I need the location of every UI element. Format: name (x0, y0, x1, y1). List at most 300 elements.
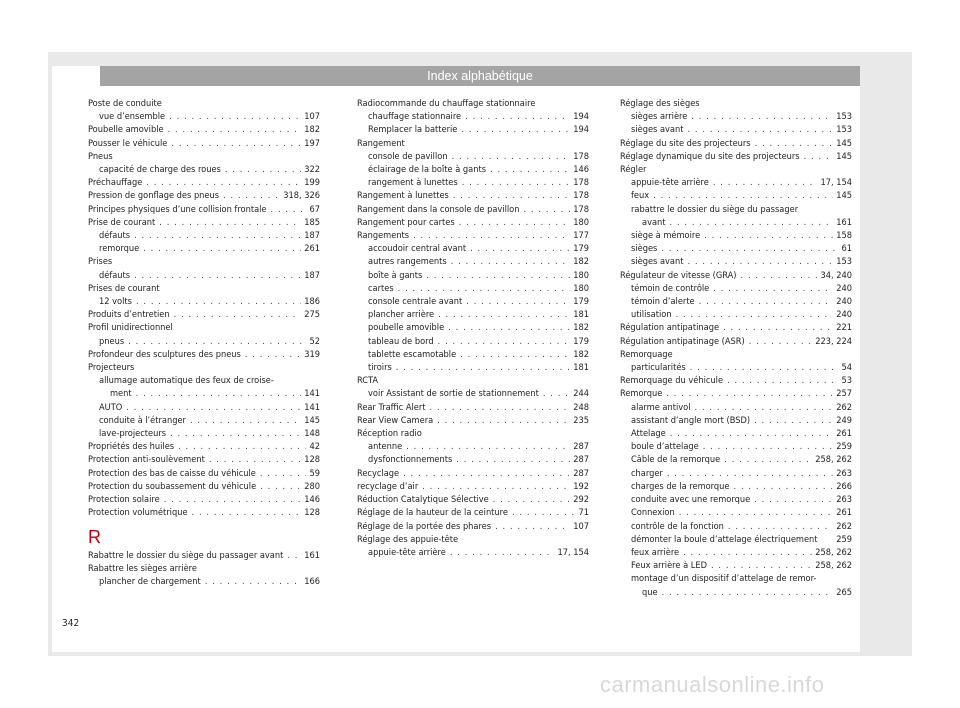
page-ref: 17, 154 (820, 177, 852, 189)
index-entry-line (88, 440, 320, 453)
index-term: Attelage (631, 428, 666, 440)
page-ref: 179 (573, 243, 589, 255)
index-entry-line (631, 189, 852, 202)
index-entry-line (368, 176, 589, 189)
index-subentry (620, 282, 852, 295)
dot-leader (683, 546, 812, 559)
dot-leader (512, 506, 576, 519)
page-ref: 187 (304, 269, 320, 281)
index-entry-line (88, 549, 320, 562)
dot-leader (495, 520, 570, 533)
index-entry-line (99, 110, 320, 123)
dot-leader (422, 480, 570, 493)
index-entry-line (631, 520, 852, 533)
index-entry-line (631, 414, 852, 427)
dot-leader (490, 163, 570, 176)
index-entry (357, 216, 589, 229)
index-entry (88, 203, 320, 216)
index-term: démonter la boule d’attelage électriquement (631, 533, 818, 545)
index-term: Protection des bas de caisse du véhicule (88, 467, 256, 479)
page-ref: 148 (304, 428, 320, 440)
index-entry-line (631, 308, 852, 321)
index-heading: Prises (88, 256, 113, 268)
index-subentry (88, 575, 320, 588)
index-entry-line (88, 203, 320, 216)
index-entry (620, 387, 852, 400)
page-ref: 34, 240 (820, 269, 852, 281)
index-entry-line (88, 467, 320, 480)
index-term: assistant d’angle mort (BSD) (631, 414, 751, 426)
index-entry-line (368, 123, 589, 136)
page-ref: 280 (304, 480, 320, 492)
page-ref: 146 (304, 494, 320, 506)
index-subentry (357, 163, 589, 176)
page-ref: 187 (304, 230, 320, 242)
page-ref: 318, 326 (283, 190, 320, 202)
index-term: Profondeur des sculptures des pneus (88, 348, 241, 360)
index-column-1 (88, 97, 320, 588)
dot-leader (724, 453, 812, 466)
index-entry (620, 335, 852, 348)
page-ref: 263 (836, 494, 852, 506)
dot-leader (190, 414, 301, 427)
dot-leader (462, 176, 571, 189)
dot-leader (438, 335, 571, 348)
dot-leader (703, 440, 833, 453)
index-term-continuation (631, 216, 852, 229)
page-ref: 179 (573, 296, 589, 308)
dot-leader (448, 321, 570, 334)
page-ref: 261 (304, 243, 320, 255)
page-ref: 261 (836, 428, 852, 440)
index-heading: Pneus (88, 150, 113, 162)
index-entry-line (368, 242, 589, 255)
index-subentry (357, 150, 589, 163)
index-heading: Prises de courant (88, 282, 160, 294)
page-header: Index alphabétique (100, 66, 860, 86)
dot-leader (143, 242, 301, 255)
page-ref: 259 (836, 441, 852, 453)
index-subentry (620, 414, 852, 427)
page-ref: 153 (836, 124, 852, 136)
dot-leader (271, 203, 307, 216)
dot-leader (754, 493, 833, 506)
index-term: cartes (368, 282, 394, 294)
index-entry-line (368, 348, 589, 361)
page-ref: 259 (836, 533, 852, 545)
index-term: lave-projecteurs (99, 428, 167, 440)
index-entry-line (357, 189, 589, 202)
page-ref: 287 (573, 454, 589, 466)
index-term: Préchauffage (88, 177, 143, 189)
page-ref: 322 (304, 164, 320, 176)
page-ref: 258, 262 (815, 546, 852, 558)
index-term: boule d’attelage (631, 441, 699, 453)
index-term: tiroirs (368, 362, 392, 374)
index-term: appuie-tête arrière (368, 546, 446, 558)
index-entry-line (620, 374, 852, 387)
index-heading: Réglage des appuie-tête (357, 533, 459, 545)
index-term: particularités (631, 362, 686, 374)
index-entry-line (88, 480, 320, 493)
index-entry-line (99, 295, 320, 308)
index-entry-line (631, 467, 852, 480)
index-entry (88, 137, 320, 150)
dot-leader (459, 216, 571, 229)
dot-leader (403, 467, 570, 480)
index-subentry (357, 321, 589, 334)
index-subentry (620, 453, 852, 466)
page-ref: 262 (836, 401, 852, 413)
index-entry (88, 453, 320, 466)
index-entry-line (357, 506, 589, 519)
dot-leader (146, 176, 301, 189)
dot-leader (679, 506, 834, 519)
index-term: Produits d’entretien (88, 309, 170, 321)
dot-leader (413, 229, 570, 242)
index-subentry (620, 295, 852, 308)
page-ref: 249 (836, 414, 852, 426)
index-entry-line (357, 480, 589, 493)
dot-leader (164, 493, 302, 506)
index-subentry (357, 282, 589, 295)
index-entry-line (620, 321, 852, 334)
index-heading: Radiocommande du chauffage stationnaire (357, 98, 536, 109)
page-ref: 42 (309, 441, 320, 453)
index-term: Propriétés des huiles (88, 441, 175, 453)
index-term: Protection du soubassement du véhicule (88, 480, 257, 492)
dot-leader (426, 269, 570, 282)
index-entry (620, 321, 852, 334)
page-ref: 107 (573, 520, 589, 532)
page-ref: 266 (836, 480, 852, 492)
dot-leader (136, 387, 302, 400)
index-term: avant (642, 216, 666, 228)
dot-leader (470, 242, 570, 255)
dot-leader (136, 295, 301, 308)
index-subentry (620, 308, 852, 321)
index-entry-line (620, 387, 852, 400)
page-ref: 141 (304, 401, 320, 413)
index-heading: Remorquage (620, 348, 673, 360)
index-term: Rabattre le dossier du siège du passager avant (88, 549, 284, 561)
index-entry (357, 189, 589, 202)
page-ref: 71 (578, 507, 589, 519)
index-subentry (620, 123, 852, 136)
index-term: éclairage de la boîte à gants (368, 164, 486, 176)
index-entry-line (631, 176, 852, 189)
dot-leader (687, 255, 833, 268)
dot-leader (260, 480, 301, 493)
index-term: vue d’ensemble (99, 111, 166, 123)
index-entry-line (99, 242, 320, 255)
page-ref: 67 (309, 203, 320, 215)
dot-leader (134, 229, 301, 242)
index-subentry (357, 387, 589, 400)
index-subentry (620, 427, 852, 440)
index-term: voir Assistant de sortie de stationnement (368, 388, 539, 400)
index-subentry (620, 203, 852, 229)
index-entry-line (357, 203, 589, 216)
page-ref: 178 (573, 190, 589, 202)
index-entry-line (99, 414, 320, 427)
dot-leader (451, 255, 571, 268)
dot-leader (711, 559, 812, 572)
index-entry-line (88, 308, 320, 321)
index-column-3 (620, 97, 852, 599)
index-term: Rangements (357, 230, 410, 242)
index-term: Poubelle amovible (88, 124, 164, 136)
page-ref: 257 (836, 388, 852, 400)
index-term: sièges arrière (631, 111, 688, 123)
index-entry-line (88, 493, 320, 506)
dot-leader (704, 229, 833, 242)
index-subentry (620, 189, 852, 202)
index-term: Rear Traffic Alert (357, 401, 426, 413)
dot-leader (543, 387, 570, 400)
index-entry (88, 123, 320, 136)
index-subentry (88, 229, 320, 242)
dot-leader (396, 361, 570, 374)
index-term-part: montage d’un dispositif d’attelage de remor- (631, 573, 817, 585)
dot-leader (661, 242, 838, 255)
index-entry-line (368, 546, 589, 559)
dot-leader (192, 506, 302, 519)
index-subentry (88, 414, 320, 427)
index-entry-line (357, 467, 589, 480)
index-heading: Profil unidirectionnel (88, 322, 173, 334)
page-ref: 240 (836, 309, 852, 321)
index-term: boîte à gants (368, 269, 423, 281)
index-entry-line (99, 163, 320, 176)
page-ref: 240 (836, 282, 852, 294)
index-subentry (357, 255, 589, 268)
index-term: Protection volumétrique (88, 507, 188, 519)
index-entry-line (368, 150, 589, 163)
page-ref: 261 (836, 507, 852, 519)
index-entry-line (368, 282, 589, 295)
dot-leader (456, 453, 570, 466)
index-entry-line (631, 255, 852, 268)
page-ref: 141 (304, 388, 320, 400)
page-ref: 197 (304, 137, 320, 149)
index-subentry (620, 401, 852, 414)
dot-leader (493, 493, 570, 506)
index-term: conduite avec une remorque (631, 494, 751, 506)
page-ref: 17, 154 (557, 546, 589, 558)
index-term: plancher arrière (368, 309, 435, 321)
page-ref: 107 (304, 111, 320, 123)
index-term: accoudoir central avant (368, 243, 467, 255)
index-subentry (620, 229, 852, 242)
index-subentry (620, 572, 852, 598)
index-term: charges de la remorque (631, 480, 730, 492)
index-term: capacité de charge des roues (99, 164, 221, 176)
index-subentry (357, 335, 589, 348)
page-ref: 145 (304, 414, 320, 426)
dot-leader (406, 440, 570, 453)
page-ref: 223, 224 (815, 335, 852, 347)
dot-leader (749, 335, 812, 348)
index-entry-line (631, 282, 852, 295)
page-ref: 153 (836, 256, 852, 268)
index-entry (357, 203, 589, 216)
page-ref: 182 (573, 348, 589, 360)
index-term: Principes physiques d’une collision frontale (88, 203, 267, 215)
index-term: témoin d’alerte (631, 296, 695, 308)
index-term: défauts (99, 269, 131, 281)
index-entry-line (631, 480, 852, 493)
index-term: AUTO (99, 401, 123, 413)
dot-leader (755, 137, 834, 150)
index-term: utilisation (631, 309, 672, 321)
index-subentry (357, 453, 589, 466)
index-term: que (642, 586, 658, 598)
dot-leader (667, 467, 833, 480)
index-entry-line (368, 110, 589, 123)
index-subentry (357, 242, 589, 255)
page-ref: 199 (304, 177, 320, 189)
index-term: siège à mémoire (631, 230, 701, 242)
index-subentry (620, 440, 852, 453)
index-term: Pression de gonflage des pneus (88, 190, 220, 202)
page-ref: 235 (573, 414, 589, 426)
index-subentry (620, 255, 852, 268)
index-term: Régulation antipatinage (ASR) (620, 335, 745, 347)
index-entry-line (88, 216, 320, 229)
index-entry-line (88, 189, 320, 202)
index-entry (357, 493, 589, 506)
index-subentry (88, 269, 320, 282)
index-entry-line (620, 269, 852, 282)
dot-leader (687, 123, 833, 136)
index-entry (88, 493, 320, 506)
index-subentry (88, 335, 320, 348)
page-ref: 292 (573, 494, 589, 506)
index-entry (357, 467, 589, 480)
page-ref: 161 (836, 216, 852, 228)
dot-leader (723, 321, 833, 334)
watermark: carmanualsonline.info (600, 672, 825, 697)
index-entry-line (631, 361, 852, 374)
dot-leader (523, 203, 570, 216)
index-term: conduite à l’étranger (99, 414, 186, 426)
page-ref: 275 (304, 309, 320, 321)
index-entry-line (99, 401, 320, 414)
index-entry-line (631, 295, 852, 308)
dot-leader (676, 308, 834, 321)
index-term: Réglage de la hauteur de la ceinture (357, 507, 508, 519)
index-heading: Rabattre les sièges arrière (88, 562, 197, 574)
index-term: appuie-tête arrière (631, 177, 709, 189)
index-entry-line (631, 559, 852, 572)
index-subentry (620, 533, 852, 546)
page-ref: 166 (304, 575, 320, 587)
index-entry (88, 189, 320, 202)
dot-leader (728, 520, 833, 533)
page-ref: 180 (573, 269, 589, 281)
index-heading: Poste de conduite (88, 98, 162, 109)
index-entry-line (88, 453, 320, 466)
dot-leader (653, 189, 833, 202)
dot-leader (804, 150, 834, 163)
dot-leader (465, 110, 570, 123)
index-entry-line (620, 137, 852, 150)
index-subentry (357, 110, 589, 123)
page-ref: 182 (304, 124, 320, 136)
index-term: console centrale avant (368, 296, 463, 308)
dot-leader (461, 123, 570, 136)
index-subentry (620, 176, 852, 189)
page-ref: 153 (836, 111, 852, 123)
page-ref: 128 (304, 454, 320, 466)
page-ref: 263 (836, 467, 852, 479)
page-ref: 262 (836, 520, 852, 532)
index-term: ment (110, 388, 132, 400)
index-term: rangement à lunettes (368, 177, 458, 189)
dot-leader (430, 401, 571, 414)
index-term: Réglage dynamique du site des projecteurs (620, 150, 800, 162)
index-term: Rear View Camera (357, 414, 434, 426)
page-ref: 161 (304, 549, 320, 561)
index-entry-line (368, 361, 589, 374)
index-entry (88, 549, 320, 562)
dot-leader (699, 295, 834, 308)
page-ref: 178 (573, 203, 589, 215)
index-subentry (620, 361, 852, 374)
index-term: Remorquage du véhicule (620, 375, 724, 387)
index-entry-line (88, 348, 320, 361)
index-term: tablette escamotable (368, 348, 457, 360)
index-entry-line (357, 493, 589, 506)
index-entry-line (620, 335, 852, 348)
index-term: Remorque (620, 388, 663, 400)
index-entry-line (368, 163, 589, 176)
index-entry-line (631, 229, 852, 242)
index-entry-line (99, 335, 320, 348)
index-term: 12 volts (99, 296, 132, 308)
section-letter: R (88, 526, 101, 547)
page-ref: 265 (836, 586, 852, 598)
page-ref: 319 (304, 348, 320, 360)
index-entry-line (631, 427, 852, 440)
page-ref: 158 (836, 230, 852, 242)
page-ref: 61 (841, 243, 852, 255)
dot-leader (168, 123, 302, 136)
index-entry (88, 176, 320, 189)
index-term: antenne (368, 441, 403, 453)
index-term: chauffage stationnaire (368, 111, 462, 123)
index-term: Rangement pour cartes (357, 216, 455, 228)
dot-leader (670, 216, 834, 229)
index-entry-line (368, 440, 589, 453)
dot-leader (287, 549, 301, 562)
index-subentry (357, 269, 589, 282)
dot-leader (741, 269, 818, 282)
index-entry (88, 348, 320, 361)
index-entry-line (631, 242, 852, 255)
index-entry (620, 374, 852, 387)
dot-leader (174, 308, 302, 321)
index-entry (88, 506, 320, 519)
index-entry-line (631, 506, 852, 519)
index-entry (357, 520, 589, 533)
page-ref: 178 (573, 150, 589, 162)
index-term: Recyclage (357, 467, 400, 479)
page-ref: 248 (573, 401, 589, 413)
index-entry-line (99, 575, 320, 588)
index-term: remorque (99, 243, 140, 255)
